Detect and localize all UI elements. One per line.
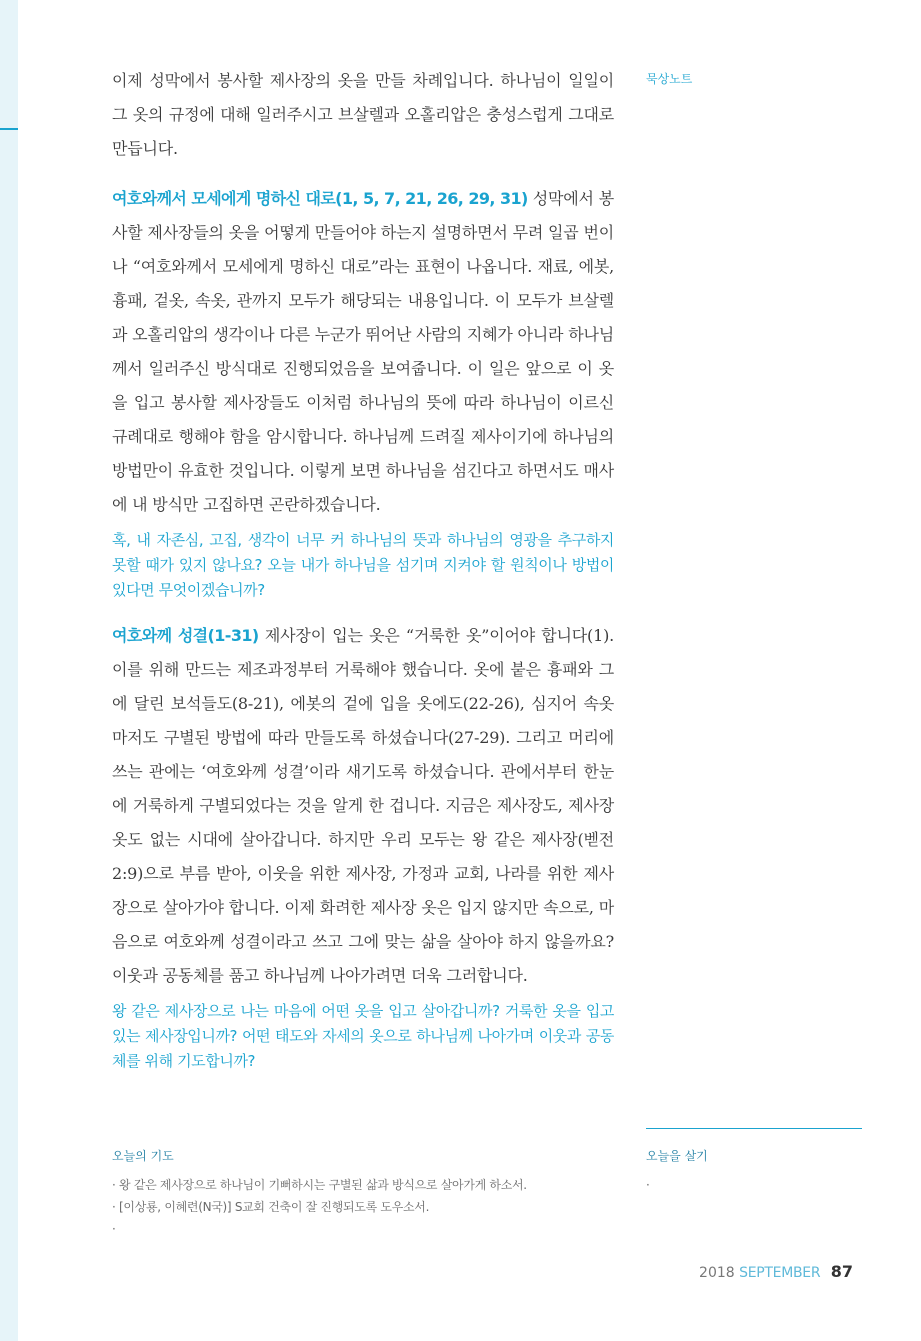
section-1-body: 성막에서 봉사할 제사장들의 옷을 어떻게 만들어야 하는지 설명하면서 무려 일곱 번이나 “여호와께서 모세에게 명하신 대로”라는 표현이 나옵니다. 재료, 에봇, 흉패, 겉옷, 속옷, 관까지 모두가 해당되는 내용입니다. 이 모두가 브살렐과 오홀리압의 생각이나 다른 누군가 뛰어난 사람의 지혜가 아니라 하나님께서 일러주신 방식대로 진행되었음을 보여줍니다. 이 일은 앞으로 이 옷을 입고 봉사할 제사장들도 이처럼 하나님의 뜻에 따라 하나님이 이르신 규례대로 행해야 함을 암시합니다. 하나님께 드려질 제사이기에 하나님의 방법만이 유효한 것입니다. 이렇게 보면 하나님을 섬긴다고 하면서도 매사에 내 방식만 고집하면 곤란하겠습니다. [112, 189, 614, 514]
page-edge-marker [0, 128, 18, 130]
meditation-note-title: 묵상노트 [646, 72, 693, 86]
page-folio [699, 1262, 853, 1281]
prayer-item: · 왕 같은 제사장으로 하나님이 기뻐하시는 구별된 삶과 방식으로 살아가게 하소서. [112, 1174, 632, 1196]
folio-year: 2018 [699, 1265, 735, 1281]
live-today-item-blank [646, 1174, 862, 1196]
section-1-question: 혹, 내 자존심, 고집, 생각이 너무 커 하나님의 뜻과 하나님의 영광을 추구하지 못할 때가 있지 않나요? 오늘 내가 하나님을 섬기며 지켜야 할 원칙이나 방법이 있다면 무엇이겠습니까? [112, 531, 614, 599]
section-2-heading: 여호와께 성결(1-31) [112, 626, 259, 645]
main-column [112, 64, 614, 1074]
section-2-body: 제사장이 입는 옷은 “거룩한 옷”이어야 합니다(1). 이를 위해 만드는 제조과정부터 거룩해야 했습니다. 옷에 붙은 흉패와 그에 달린 보석들도(8-21), 에봇의 겉에 입을 옷에도(22-26), 심지어 속옷마저도 구별된 방법에 따라 만들도록 하셨습니다(27-29). 그리고 머리에 쓰는 관에는 ‘여호와께 성결’이라 새기도록 하셨습니다. 관에서부터 한눈에 거룩하게 구별되었다는 것을 알게 한 겁니다. 지금은 제사장도, 제사장 옷도 없는 시대에 살아갑니다. 하지만 우리 모두는 왕 같은 제사장(벧전 2:9)으로 부름 받아, 이웃을 위한 제사장, 가정과 교회, 나라를 위한 제사장으로 살아가야 합니다. 이제 화려한 제사장 옷은 입지 않지만 속으로, 마음으로 여호와께 성결이라고 쓰고 그에 맞는 삶을 살아야 하지 않을까요? 이웃과 공동체를 품고 하나님께 나아가려면 더욱 그러합니다. [112, 626, 615, 985]
section-2-question: 왕 같은 제사장으로 나는 마음에 어떤 옷을 입고 살아갑니까? 거룩한 옷을 입고 있는 제사장입니까? 어떤 태도와 자세의 옷으로 하나님께 나아가며 이웃과 공동체를 위해 기도합니까? [112, 1002, 614, 1070]
page-number: 87 [830, 1262, 853, 1281]
prayer-item-blank [112, 1218, 632, 1240]
section-1-paragraph [112, 182, 614, 522]
intro-paragraph: 이제 성막에서 봉사할 제사장의 옷을 만들 차례입니다. 하나님이 일일이 그 옷의 규정에 대해 일러주시고 브살렐과 오홀리압은 충성스럽게 그대로 만듭니다. [112, 71, 614, 158]
prayer-section [112, 1147, 632, 1240]
section-2-paragraph [112, 619, 614, 993]
folio-month: SEPTEMBER [739, 1265, 821, 1281]
prayer-title: 오늘의 기도 [112, 1149, 174, 1163]
section-1-heading: 여호와께서 모세에게 명하신 대로(1, 5, 7, 21, 26, 29, 31) [112, 189, 528, 208]
prayer-item: · [이상룡, 이혜련(N국)] S교회 건축이 잘 진행되도록 도우소서. [112, 1196, 632, 1218]
sidebar-divider [646, 1128, 862, 1129]
page-edge-strip [0, 0, 18, 1341]
prayer-list [112, 1174, 632, 1240]
live-today-section [646, 1147, 862, 1196]
live-today-title: 오늘을 살기 [646, 1149, 708, 1163]
